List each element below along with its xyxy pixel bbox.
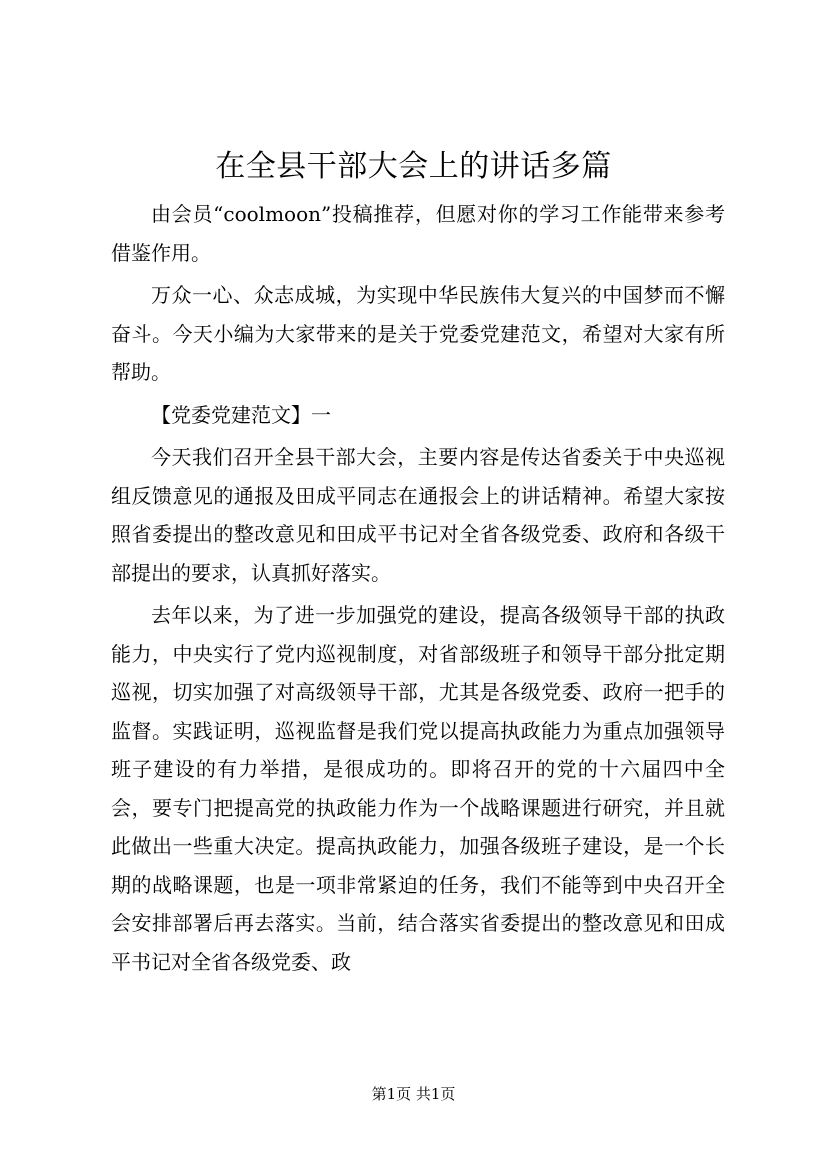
paragraph-intro: 由会员“coolmoon”投稿推荐，但愿对你的学习工作能带来参考借鉴作用。 (111, 202, 725, 265)
paragraph-body-2: 去年以来，为了进一步加强党的建设，提高各级领导干部的执政能力，中央实行了党内巡视制度，对省部级班子和领导干部分批定期巡视，切实加强了对高级领导干部，尤其是各级党委、政府一把手的监督。实践证明，巡视监督是我们党以提高执政能力为重点加强领导班子建设的有力举措，是很成功的。即将召开的党的十六届四中全会，要专门把提高党的执政能力作为一个战略课题进行研究，并且就此做出一些重大决定。提高执政能力，加强各级班子建设，是一个长期的战略课题，也是一项非常紧迫的任务，我们不能等到中央召开全会安排部署后再去落实。当前，结合落实省委提出的整改意见和田成平书记对全省各级党委、政 (111, 603, 725, 974)
page-number: 第1页 共1页 (371, 1085, 456, 1103)
paragraph-body-1: 今天我们召开全县干部大会，主要内容是传达省委关于中央巡视组反馈意见的通报及田成平同志在通报会上的讲话精神。希望大家按照省委提出的整改意见和田成平书记对全省各级党委、政府和各级干部提出的要求，认真抓好落实。 (111, 445, 725, 585)
document-body (111, 195, 725, 981)
paragraph-preface: 万众一心、众志成城，为实现中华民族伟大复兴的中国梦而不懈奋斗。今天小编为大家带来的是关于党委党建范文，希望对大家有所帮助。 (111, 283, 725, 384)
page-title: 在全县干部大会上的讲话多篇 (215, 149, 612, 184)
section-heading: 【党委党建范文】一 (151, 402, 331, 427)
